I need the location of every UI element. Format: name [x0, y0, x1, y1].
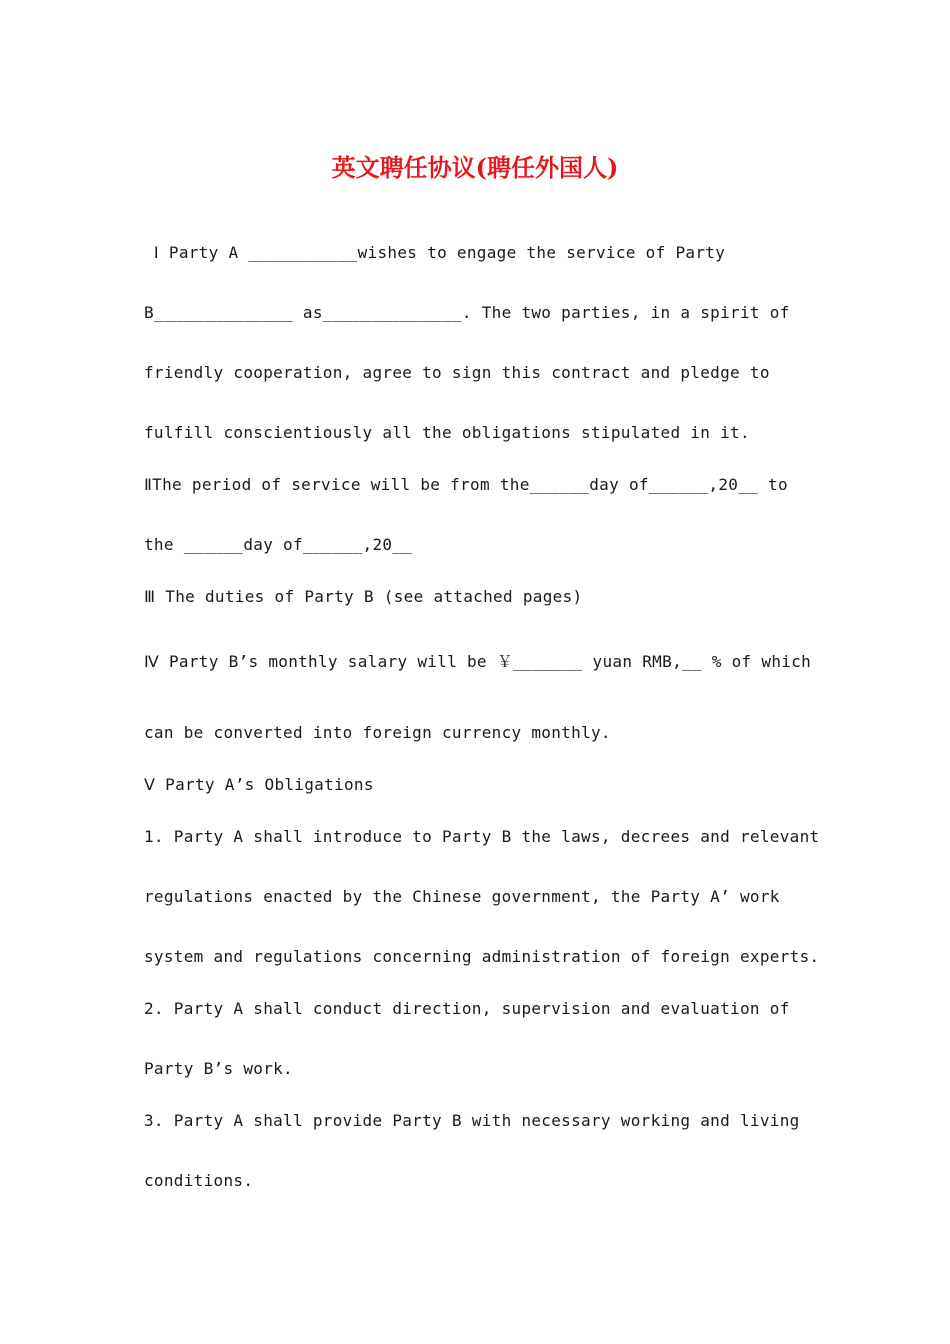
obligation-1-line-1: 1. Party A shall introduce to Party B the laws, decrees and relevant	[144, 827, 820, 846]
clause-4-line-2: can be converted into foreign currency monthly.	[144, 723, 611, 742]
clause-1-line-4: fulfill conscientiously all the obligations stipulated in it.	[144, 423, 750, 442]
obligation-1-line-2: regulations enacted by the Chinese government, the Party A’ work	[144, 887, 780, 906]
obligation-2-line-1: 2. Party A shall conduct direction, supervision and evaluation of	[144, 999, 790, 1018]
clause-1-line-1: Ⅰ Party A ___________wishes to engage the service of Party	[144, 243, 726, 262]
obligation-3-line-2: conditions.	[144, 1171, 254, 1190]
clause-2-line-1: ⅡThe period of service will be from the______day of______,20__ to	[144, 475, 788, 494]
clause-2-line-2: the ______day of______,20__	[144, 535, 413, 554]
clause-4-line-1: Ⅳ Party B’s monthly salary will be ￥_______ yuan RMB,__ % of which	[144, 652, 812, 671]
document-title: 英文聘任协议(聘任外国人)	[331, 153, 619, 182]
obligation-2-line-2: Party B’s work.	[144, 1059, 293, 1078]
clause-1-line-2: B______________ as______________. The two parties, in a spirit of	[144, 303, 790, 322]
clause-3-line-1: Ⅲ The duties of Party B (see attached pages)	[144, 587, 583, 606]
obligation-3-line-1: 3. Party A shall provide Party B with necessary working and living	[144, 1111, 800, 1130]
clause-5-heading: Ⅴ Party A’s Obligations	[144, 775, 374, 794]
clause-1-line-3: friendly cooperation, agree to sign this contract and pledge to	[144, 363, 770, 382]
obligation-1-line-3: system and regulations concerning administration of foreign experts.	[144, 947, 820, 966]
